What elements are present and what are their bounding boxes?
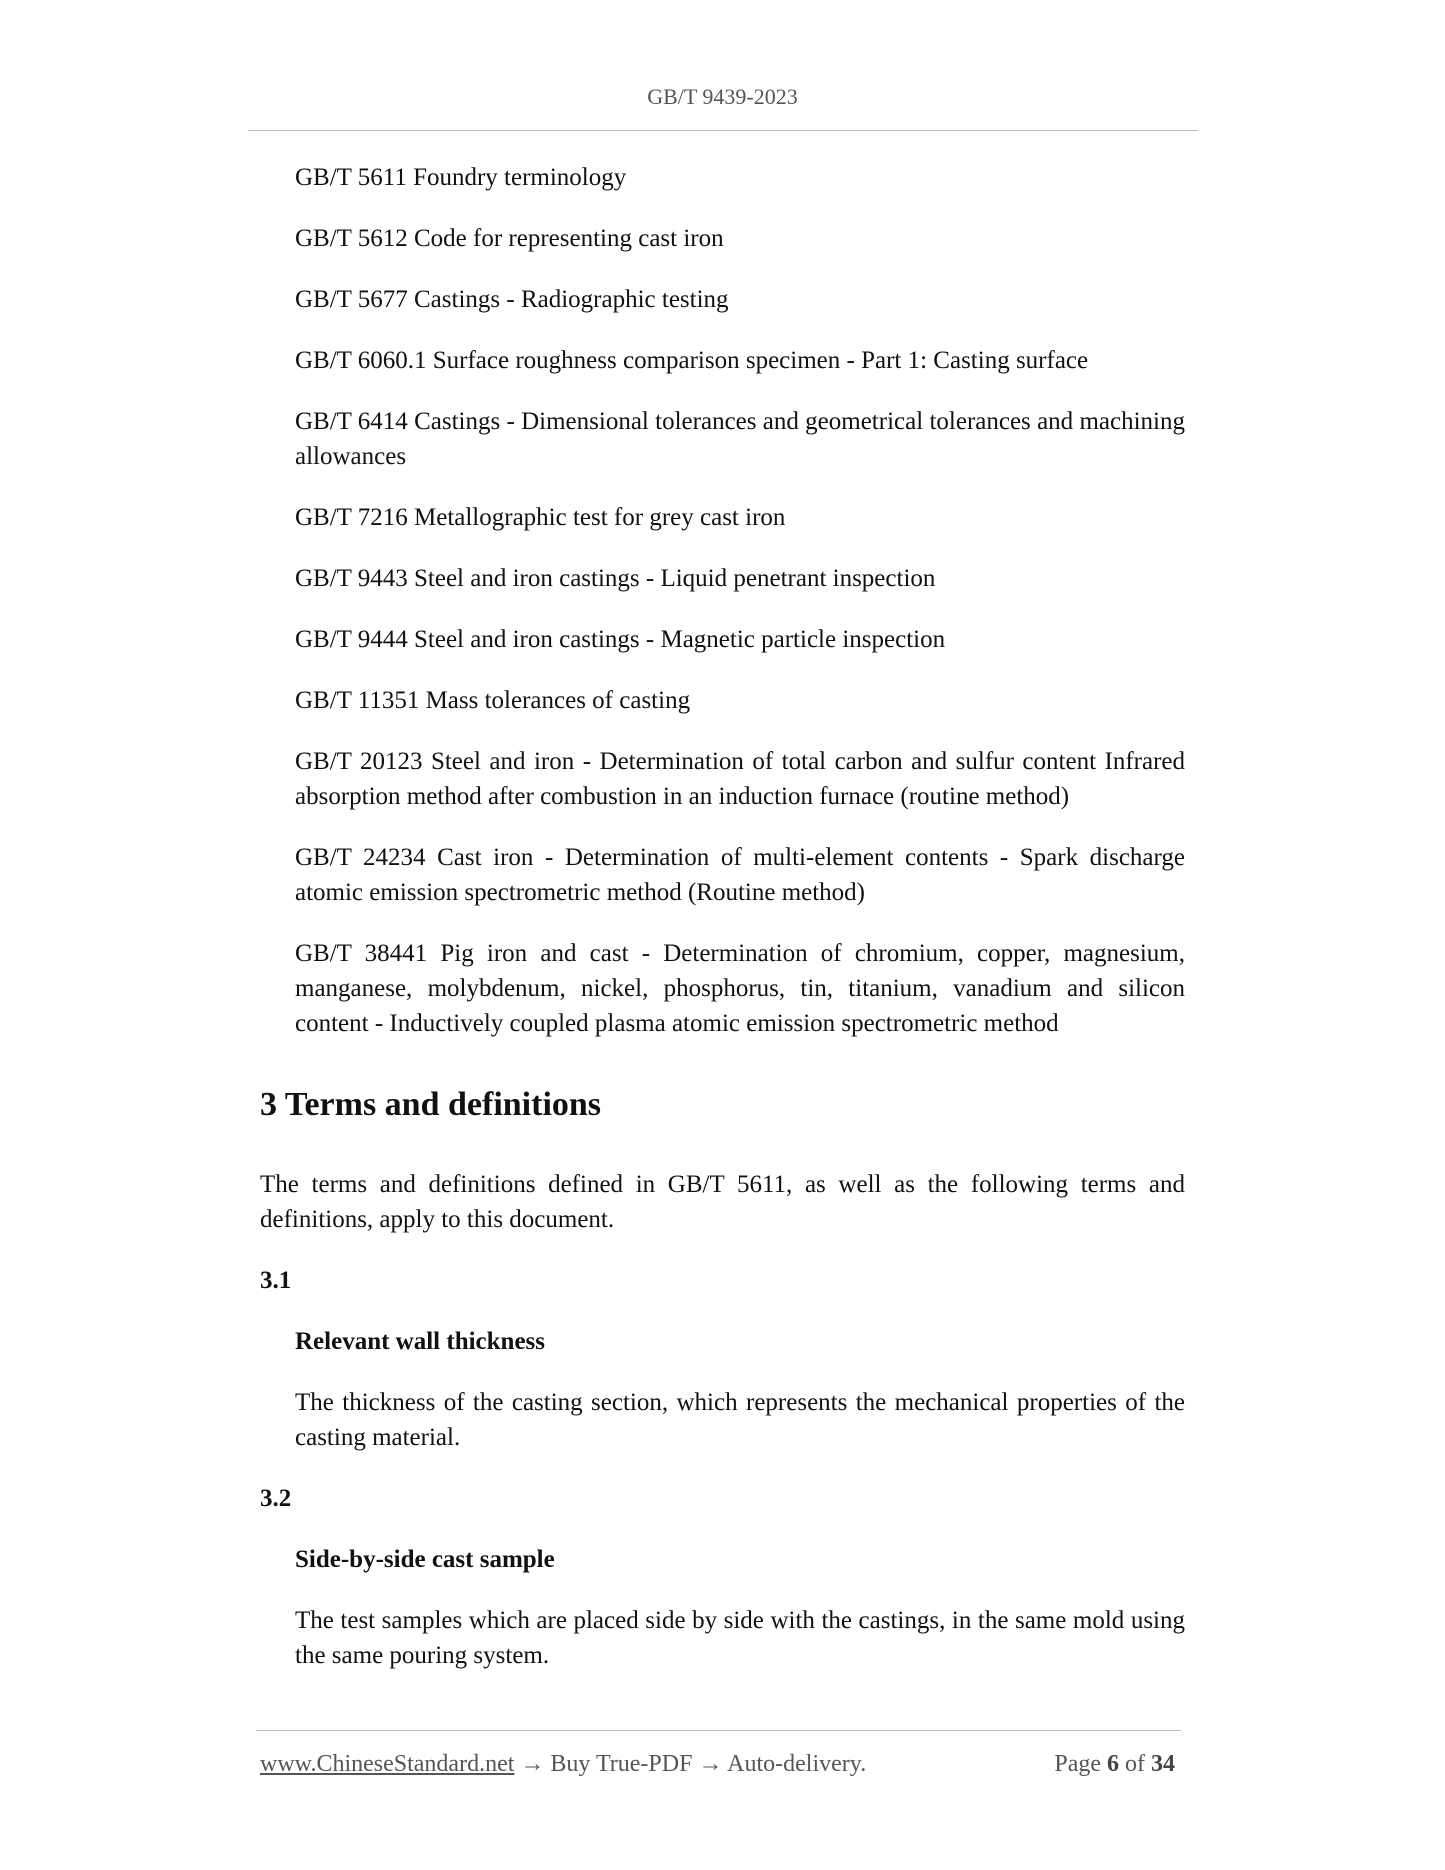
reference-item: GB/T 38441 Pig iron and cast - Determination of chromium, copper, magnesium, manganese, molybdenum, nickel, phosphorus, tin, titanium, vanadium and silicon content - Inductively coupled plasma atomic emission spectrometric method	[295, 940, 1185, 1037]
reference-item: GB/T 6060.1 Surface roughness comparison specimen - Part 1: Casting surface	[295, 347, 1089, 374]
reference-item: GB/T 5612 Code for representing cast iron	[295, 225, 724, 252]
reference-item: GB/T 9443 Steel and iron castings - Liquid penetrant inspection	[295, 565, 936, 592]
term-number: 3.1	[260, 1267, 292, 1294]
buy-pdf-text: Buy True-PDF	[550, 1751, 693, 1777]
reference-item: GB/T 7216 Metallographic test for grey cast iron	[295, 504, 786, 531]
term-definition: The test samples which are placed side by side with the castings, in the same mold using the same pouring system.	[295, 1607, 1185, 1669]
arrow-right-icon: →	[698, 1751, 723, 1777]
reference-item: GB/T 11351 Mass tolerances of casting	[295, 687, 691, 714]
section-intro: The terms and definitions defined in GB/T 5611, as well as the following terms and definitions, apply to this document.	[260, 1171, 1185, 1233]
reference-item: GB/T 9444 Steel and iron castings - Magnetic particle inspection	[295, 626, 946, 653]
footer-promo	[260, 1748, 866, 1780]
section-heading: 3 Terms and definitions	[260, 1086, 602, 1123]
reference-item: GB/T 24234 Cast iron - Determination of multi-element contents - Spark discharge atomic emission spectrometric method (Routine method)	[295, 844, 1185, 906]
page-footer	[260, 1748, 1175, 1780]
term-title: Side-by-side cast sample	[295, 1546, 555, 1573]
current-page-number: 6	[1107, 1751, 1119, 1777]
term-number: 3.2	[260, 1485, 292, 1512]
reference-item: GB/T 5611 Foundry terminology	[295, 164, 627, 191]
term-definition: The thickness of the casting section, which represents the mechanical properties of the casting material.	[295, 1389, 1185, 1451]
arrow-right-icon: →	[520, 1751, 545, 1777]
reference-item: GB/T 20123 Steel and iron - Determination of total carbon and sulfur content Infrared absorption method after combustion in an induction furnace (routine method)	[295, 748, 1185, 810]
of-label: of	[1125, 1751, 1145, 1777]
website-link[interactable]: www.ChineseStandard.net	[260, 1751, 515, 1777]
header-divider	[248, 130, 1198, 131]
page-label: Page	[1054, 1751, 1101, 1777]
normative-reference-list	[260, 160, 1185, 1041]
page-content	[260, 160, 1185, 1673]
term-title: Relevant wall thickness	[295, 1328, 545, 1355]
footer-divider	[256, 1730, 1181, 1731]
reference-item: GB/T 6414 Castings - Dimensional tolerances and geometrical tolerances and machining allowances	[295, 408, 1185, 470]
page-header: GB/T 9439-2023	[647, 84, 798, 109]
page-indicator	[1054, 1748, 1175, 1780]
reference-item: GB/T 5677 Castings - Radiographic testing	[295, 286, 729, 313]
auto-delivery-text: Auto-delivery.	[727, 1751, 867, 1777]
total-page-count: 34	[1151, 1751, 1175, 1777]
